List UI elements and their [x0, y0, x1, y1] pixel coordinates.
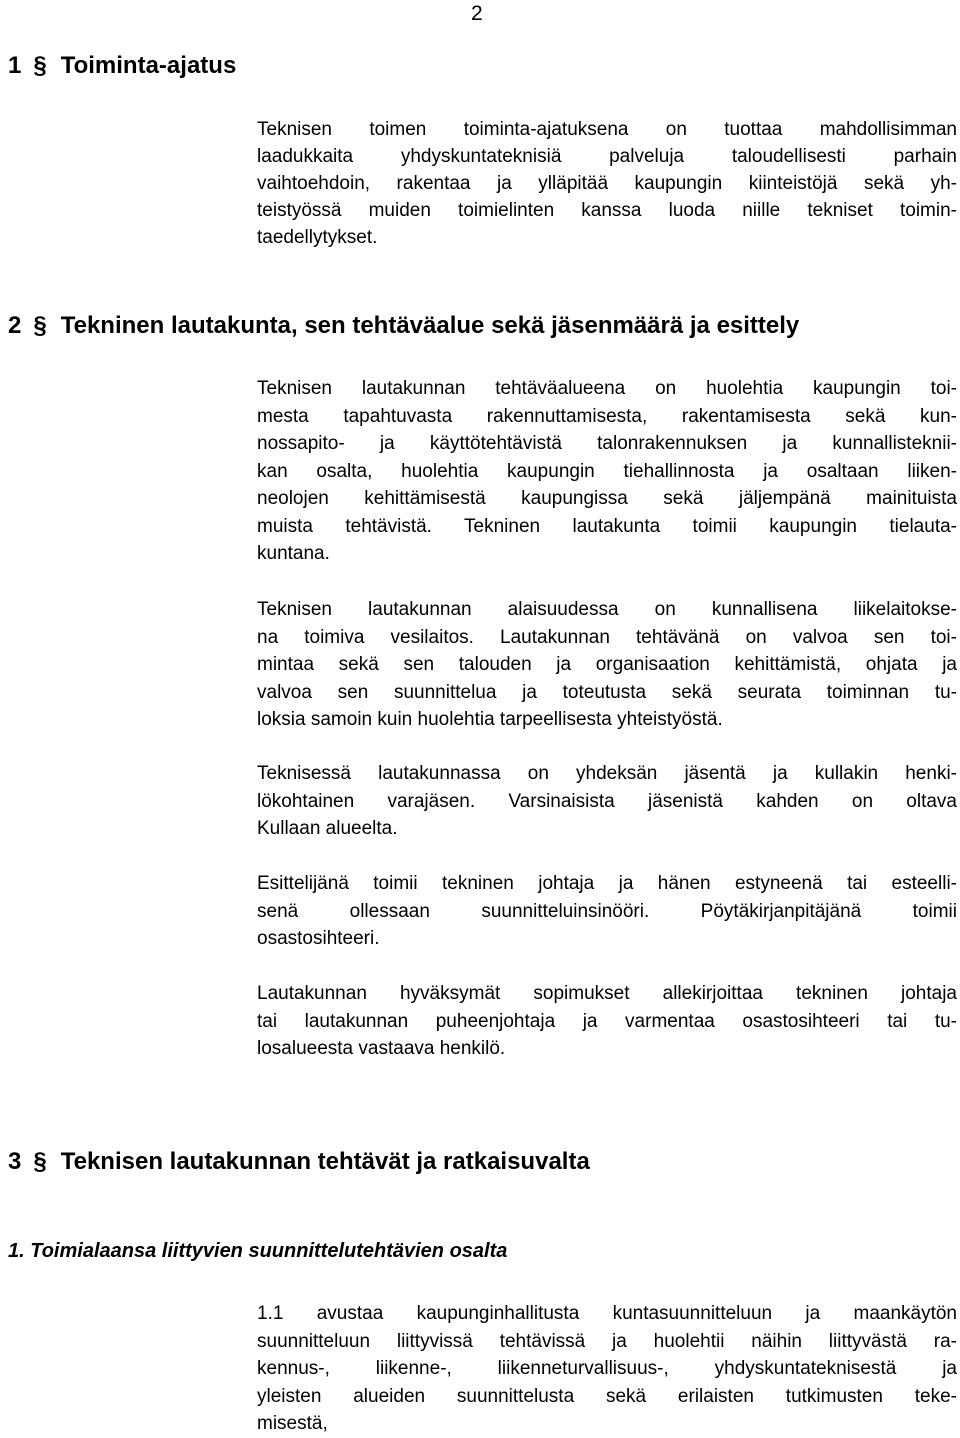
paragraph-sopimukset	[257, 980, 957, 1063]
paragraph-vesilaitos	[257, 596, 957, 734]
paragraph-item-1-1	[257, 1300, 957, 1438]
text-line: kennus-, liikenne-, liikenneturvallisuus-, yhdyskuntateknisestä ja	[257, 1358, 957, 1379]
text-line: taedellytykset.	[257, 227, 378, 248]
text-line: misestä,	[257, 1413, 328, 1434]
text-line: nossapito- ja käyttötehtävistä talonrakennuksen ja kunnallisteknii-	[257, 433, 957, 454]
section-symbol: §	[33, 52, 47, 79]
text-line: tai lautakunnan puheenjohtaja ja varmentaa osastosihteeri tai tu-	[257, 1010, 957, 1032]
section-symbol: §	[33, 1148, 47, 1175]
text-line: losalueesta vastaava henkilö.	[257, 1038, 506, 1059]
text-line: laadukkaita yhdyskuntateknisiä palveluja taloudellisesti parhain	[257, 146, 957, 167]
text-line: Esittelijänä toimii tekninen johtaja ja hänen estyneenä tai esteelli-	[257, 873, 957, 894]
paragraph-esittely	[257, 870, 957, 953]
text-line: neolojen kehittämisestä kaupungissa sekä jäljempänä mainituista	[257, 488, 957, 509]
page-number: 2	[471, 2, 483, 25]
text-line: Teknisen lautakunnan tehtäväalueena on huolehtia kaupungin toi-	[257, 378, 957, 399]
text-line: teistyössä muiden toimielinten kanssa luoda niille tekniset toimin-	[257, 200, 957, 221]
text-line: muista tehtävistä. Tekninen lautakunta toimii kaupungin tielauta-	[257, 515, 957, 537]
text-line: osastosihteeri.	[257, 928, 380, 949]
text-line: 1.1 avustaa kaupunginhallitusta kuntasuunnitteluun ja maankäytön	[257, 1303, 957, 1324]
text-line: suunnitteluun liittyvissä tehtävissä ja huolehtii näihin liittyvästä ra-	[257, 1330, 957, 1352]
subheading: 1. Toimialaansa liittyvien suunnittelutehtävien osalta	[8, 1240, 508, 1262]
paragraph-tehtavaalue	[257, 375, 957, 568]
section-title: Teknisen lautakunnan tehtävät ja ratkaisuvalta	[60, 1148, 590, 1175]
text-line: mesta tapahtuvasta rakennuttamisesta, rakentamisesta sekä kun-	[257, 405, 957, 427]
section-title: Toiminta-ajatus	[60, 52, 237, 79]
section-number: 1	[8, 52, 22, 79]
section-heading-2	[8, 312, 799, 340]
text-line: Teknisessä lautakunnassa on yhdeksän jäsentä ja kullakin henki-	[257, 763, 957, 784]
text-line: Teknisen lautakunnan alaisuudessa on kunnallisena liikelaitokse-	[257, 599, 957, 620]
text-line: lökohtainen varajäsen. Varsinaisista jäsenistä kahden on oltava	[257, 790, 957, 812]
text-line: mintaa sekä sen talouden ja organisaation kehittämistä, ohjata ja	[257, 654, 957, 675]
text-line: valvoa sen suunnittelua ja toteutusta sekä seurata toiminnan tu-	[257, 681, 957, 703]
text-line: kan osalta, huolehtia kaupungin tiehallinnosta ja osaltaan liiken-	[257, 460, 957, 482]
section-heading-1	[8, 52, 236, 80]
section-heading-3	[8, 1148, 590, 1176]
text-line: yleisten alueiden suunnittelusta sekä erilaisten tutkimusten teke-	[257, 1385, 957, 1407]
text-line: senä ollessaan suunnitteluinsinööri. Pöytäkirjanpitäjänä toimii	[257, 900, 957, 922]
paragraph-toiminta-ajatus	[257, 116, 957, 251]
section-title: Tekninen lautakunta, sen tehtäväalue sekä jäsenmäärä ja esittely	[60, 312, 800, 339]
text-line: Teknisen toimen toiminta-ajatuksena on tuottaa mahdollisimman	[257, 119, 957, 140]
section-number: 3	[8, 1148, 22, 1175]
section-number: 2	[8, 312, 22, 339]
section-symbol: §	[33, 312, 47, 339]
text-line: kuntana.	[257, 543, 330, 564]
text-line: Kullaan alueelta.	[257, 818, 398, 839]
paragraph-jasenmaara	[257, 760, 957, 843]
text-line: vaihtoehdoin, rakentaa ja ylläpitää kaupungin kiinteistöjä sekä yh-	[257, 173, 957, 194]
text-line: na toimiva vesilaitos. Lautakunnan tehtävänä on valvoa sen toi-	[257, 626, 957, 648]
text-line: Lautakunnan hyväksymät sopimukset allekirjoittaa tekninen johtaja	[257, 983, 957, 1004]
text-line: loksia samoin kuin huolehtia tarpeellisesta yhteistyöstä.	[257, 709, 723, 730]
